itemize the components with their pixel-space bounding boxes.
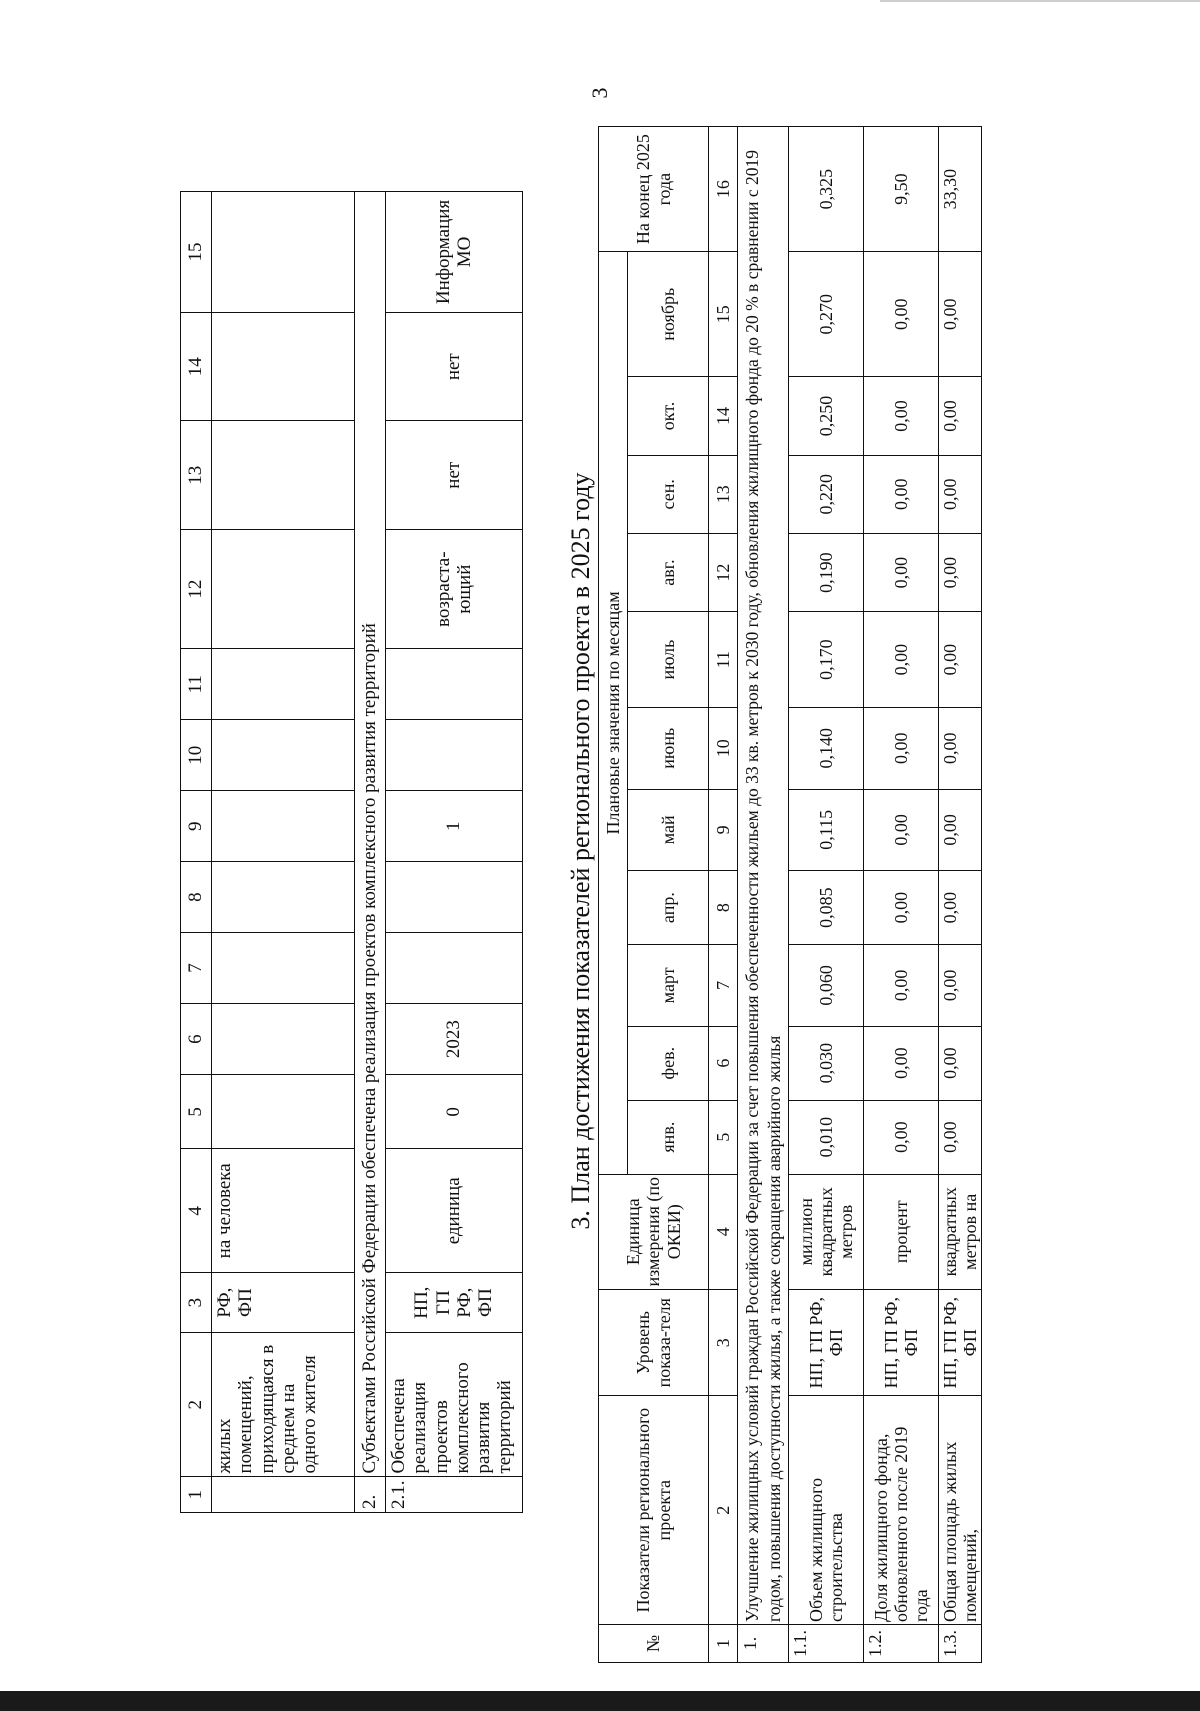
col-number: 12 xyxy=(709,533,738,611)
trend-cell: возраста-ющий xyxy=(386,530,523,649)
column-number-row xyxy=(181,192,212,1513)
header-month: май xyxy=(628,789,709,871)
table-cell xyxy=(212,530,355,649)
table-cell xyxy=(386,933,523,1004)
month-value: 0,140 xyxy=(789,707,864,789)
year-end-value: 9,50 xyxy=(864,127,939,252)
header-number: № xyxy=(599,1624,709,1662)
table-cell xyxy=(212,1003,355,1074)
month-value: 0,00 xyxy=(864,945,939,1027)
table-cell xyxy=(386,649,523,720)
year-end-value: 33,30 xyxy=(939,127,982,252)
month-value: 0,010 xyxy=(789,1100,864,1174)
col-number: 9 xyxy=(181,791,212,862)
indicator-level: НП, ГП РФ, ФП xyxy=(864,1289,939,1396)
col-number: 11 xyxy=(709,612,738,708)
indicator-level: НП, ГП РФ, ФП xyxy=(939,1289,982,1396)
table-cell: нет xyxy=(386,312,523,421)
month-value: 0,115 xyxy=(789,789,864,871)
col-number: 4 xyxy=(181,1149,212,1273)
header-month: окт. xyxy=(628,377,709,455)
month-value: 0,00 xyxy=(864,1026,939,1100)
section-row xyxy=(355,192,386,1513)
month-value: 0,00 xyxy=(864,533,939,611)
month-value: 0,00 xyxy=(864,252,939,377)
indicator-unit: процент xyxy=(864,1174,939,1289)
base-value: 0 xyxy=(386,1075,523,1149)
month-value: 0,190 xyxy=(789,533,864,611)
month-value: 0,00 xyxy=(864,789,939,871)
month-value: 0,00 xyxy=(864,455,939,533)
table-cell: 1 xyxy=(386,791,523,862)
col-number: 13 xyxy=(181,421,212,530)
table-cell xyxy=(212,192,355,313)
col-number: 14 xyxy=(709,377,738,455)
header-planned-values: Плановые значения по месяцам xyxy=(599,252,628,1174)
month-value: 0,00 xyxy=(864,377,939,455)
month-value: 0,250 xyxy=(789,377,864,455)
col-number: 14 xyxy=(181,312,212,421)
col-number: 15 xyxy=(181,192,212,313)
section-title: 3. План достижения показателей регионального проекта в 2025 году xyxy=(566,472,595,1230)
table-row xyxy=(864,127,939,1663)
section-number: 1. xyxy=(738,1624,789,1662)
indicator-name: Доля жилищного фонда, обновленного после 2019 года xyxy=(864,1396,939,1624)
month-value: 0,00 xyxy=(864,612,939,708)
col-number: 3 xyxy=(181,1273,212,1333)
row-number: 1.2. xyxy=(864,1624,939,1662)
col-number: 16 xyxy=(709,127,738,252)
page-number: 3 xyxy=(587,87,612,99)
header-month: ноябрь xyxy=(628,252,709,377)
month-value: 0,00 xyxy=(939,533,982,611)
indicator-name: Объем жилищного строительства xyxy=(789,1396,864,1624)
row-number xyxy=(212,1477,355,1513)
indicator-name: Обеспечена реализация проектов комплексного развития территорий xyxy=(386,1332,523,1477)
col-number: 10 xyxy=(709,707,738,789)
month-value: 0,085 xyxy=(789,871,864,945)
table-cell xyxy=(386,862,523,933)
col-number: 7 xyxy=(181,933,212,1004)
col-number: 6 xyxy=(181,1003,212,1074)
table-cell xyxy=(212,421,355,530)
row-number: 1.3. xyxy=(939,1624,982,1662)
header-month: июль xyxy=(628,612,709,708)
year-end-value: 0,325 xyxy=(789,127,864,252)
header-month: июнь xyxy=(628,707,709,789)
month-value: 0,00 xyxy=(939,789,982,871)
col-number: 5 xyxy=(709,1100,738,1174)
header-unit: Единица измерения (по ОКЕИ) xyxy=(599,1174,709,1289)
table-cell: нет xyxy=(386,421,523,530)
base-year: 2023 xyxy=(386,1003,523,1074)
section-goal-text: Улучшение жилищных условий граждан Российской Федерации за счет повышения обеспеченности жильем до 33 кв. метров к 2030 году, обновления жилищного фонда до 20 % в сравнении с 2019 годом, повышения доступности жилья, а также сокращения аварийного жилья xyxy=(738,127,789,1625)
header-month: март xyxy=(628,945,709,1027)
col-number: 15 xyxy=(709,252,738,377)
month-value: 0,270 xyxy=(789,252,864,377)
header-year-end: На конец 2025 года xyxy=(599,127,709,252)
col-number: 7 xyxy=(709,945,738,1027)
col-number: 9 xyxy=(709,789,738,871)
table-row xyxy=(939,127,982,1663)
col-number: 1 xyxy=(181,1477,212,1513)
info-source-cell: Информация МО xyxy=(386,192,523,313)
indicator-name: жилых помещений, приходящаяся в среднем на одного жителя xyxy=(212,1332,355,1477)
month-value: 0,00 xyxy=(939,455,982,533)
col-number: 6 xyxy=(709,1026,738,1100)
month-value: 0,00 xyxy=(939,707,982,789)
header-month: янв. xyxy=(628,1100,709,1174)
indicator-level: РФ, ФП xyxy=(212,1273,355,1333)
indicator-unit: квадратных метров на xyxy=(939,1174,982,1289)
col-number: 2 xyxy=(181,1332,212,1477)
header-month: апр. xyxy=(628,871,709,945)
table-cell xyxy=(212,312,355,421)
col-number: 4 xyxy=(709,1174,738,1289)
section-number: 2. xyxy=(355,1477,386,1513)
table-cell xyxy=(212,933,355,1004)
indicator-unit: миллион квадратных метров xyxy=(789,1174,864,1289)
col-number: 10 xyxy=(181,720,212,791)
section-row xyxy=(738,127,789,1663)
col-number: 5 xyxy=(181,1075,212,1149)
month-value: 0,00 xyxy=(939,612,982,708)
header-month: фев. xyxy=(628,1026,709,1100)
table-cell xyxy=(386,720,523,791)
month-value: 0,00 xyxy=(864,871,939,945)
section-title: Субъектами Российской Федерации обеспечена реализация проектов комплексного развития территорий xyxy=(355,192,386,1478)
table-cell xyxy=(212,720,355,791)
table-row xyxy=(212,192,355,1513)
col-number: 11 xyxy=(181,649,212,720)
month-value: 0,00 xyxy=(864,1100,939,1174)
header-month: сен. xyxy=(628,455,709,533)
table-cell xyxy=(212,791,355,862)
month-value: 0,170 xyxy=(789,612,864,708)
col-number: 3 xyxy=(709,1289,738,1396)
indicator-level: НП, ГП РФ, ФП xyxy=(386,1273,523,1333)
header-row xyxy=(599,127,628,1663)
month-value: 0,060 xyxy=(789,945,864,1027)
month-value: 0,00 xyxy=(939,252,982,377)
table-cell xyxy=(212,649,355,720)
column-number-row xyxy=(709,127,738,1663)
indicator-unit: единица xyxy=(386,1149,523,1273)
month-value: 0,00 xyxy=(939,1026,982,1100)
col-number: 2 xyxy=(709,1396,738,1624)
col-number: 12 xyxy=(181,530,212,649)
header-level: Уровень показа-теля xyxy=(599,1289,709,1396)
month-value: 0,030 xyxy=(789,1026,864,1100)
header-indicator: Показатели регионального проекта xyxy=(599,1396,709,1624)
month-value: 0,00 xyxy=(864,707,939,789)
row-number: 2.1. xyxy=(386,1477,523,1513)
indicators-table-continued xyxy=(180,191,523,1513)
table-cell xyxy=(212,862,355,933)
table-cell xyxy=(212,1075,355,1149)
table-row xyxy=(386,192,523,1513)
indicator-unit: на человека xyxy=(212,1149,355,1273)
col-number: 8 xyxy=(181,862,212,933)
monthly-plan-table xyxy=(598,126,982,1663)
col-number: 8 xyxy=(709,871,738,945)
indicator-level: НП, ГП РФ, ФП xyxy=(789,1289,864,1396)
row-number: 1.1. xyxy=(789,1624,864,1662)
month-value: 0,00 xyxy=(939,1100,982,1174)
table-row xyxy=(789,127,864,1663)
month-value: 0,220 xyxy=(789,455,864,533)
indicator-name: Общая площадь жилых помещений, xyxy=(939,1396,982,1624)
col-number: 13 xyxy=(709,455,738,533)
month-value: 0,00 xyxy=(939,871,982,945)
col-number: 1 xyxy=(709,1624,738,1662)
month-value: 0,00 xyxy=(939,377,982,455)
header-month: авг. xyxy=(628,533,709,611)
month-value: 0,00 xyxy=(939,945,982,1027)
